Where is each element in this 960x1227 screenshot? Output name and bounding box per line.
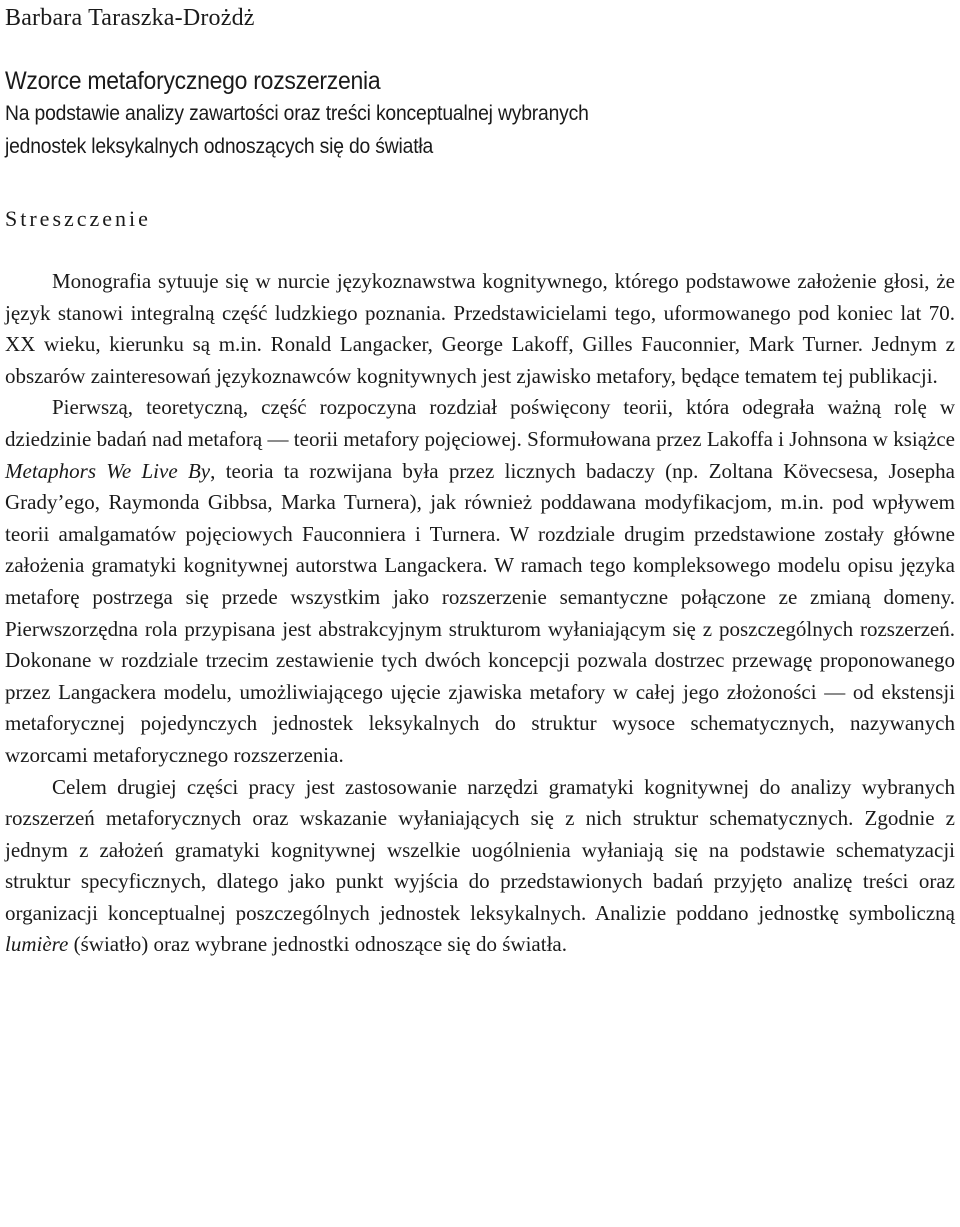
abstract-body [5,266,955,961]
book-title: Wzorce metaforycznego rozszerzenia [5,67,381,95]
section-heading: Streszczenie [5,206,151,231]
paragraph-2-text-before: Pierwszą, teoretyczną, część rozpoczyna rozdział poświęcony teorii, która odegrała ważną rolę w dziedzinie badań nad metaforą — teorii metafory pojęciowej. Sformułowana przez Lakoffa i Johnsona w książce [5,395,955,451]
term-italic: lumière [5,932,69,957]
paragraph-1 [5,266,955,392]
book-reference-italic: Metaphors We Live By [5,458,211,483]
paragraph-3-text-before: Celem drugiej części pracy jest zastosowanie narzędzi gramatyki kognitywnej do analizy wybranych rozszerzeń metaforycznych oraz wskazanie wyłaniających się z nich struktur schematycznych. Zgodnie z jednym z założeń gramatyki kognitywnej wszelkie uogólnienia wyłaniają się na podstawie schematyzacji struktur specyficznych, dlatego jako punkt wyjścia do przedstawionych badań przyjęto analizę treści oraz organizacji konceptualnej poszczególnych jednostek leksykalnych. Analizie poddano jednostkę symboliczną [5,774,955,925]
document-page [5,0,955,961]
book-subtitle: Na podstawie analizy zawartości oraz treści konceptualnej wybranych jednostek leksykalnych odnoszących się do światła [5,102,589,158]
author-name: Barbara Taraszka-Drożdż [5,5,255,31]
paragraph-2 [5,392,955,771]
paragraph-2-text-after: , teoria ta rozwijana była przez licznych badaczy (np. Zoltana Kövecsesa, Josepha Grady’ego, Raymonda Gibbsa, Marka Turnera), jak również poddawana modyfikacjom, m.in. pod wpływem teorii amalgamatów pojęciowych Fauconniera i Turnera. W rozdziale drugim przedstawione zostały główne założenia gramatyki kognitywnej autorstwa Langackera. W ramach tego kompleksowego modelu opisu języka metaforę postrzega się przede wszystkim jako rozszerzenie semantyczne połączone ze zmianą domeny. Pierwszorzędna rola przypisana jest abstrakcyjnym strukturom wyłaniającym się z poszczególnych rozszerzeń. Dokonane w rozdziale trzecim zestawienie tych dwóch koncepcji pozwala dostrzec przewagę proponowanego przez Langackera modelu, umożliwiającego ujęcie zjawiska metafory w całej jego złożoności — od ekstensji metaforycznej pojedynczych jednostek leksykalnych do struktur wysoce schematycznych, nazywanych wzorcami metaforycznego rozszerzenia. [5,458,955,767]
paragraph-3-text-after: (światło) oraz wybrane jednostki odnoszące się do światła. [68,932,567,957]
paragraph-1-text: Monografia sytuuje się w nurcie językoznawstwa kognitywnego, którego podstawowe założenie głosi, że język stanowi integralną część ludzkiego poznania. Przedstawicielami tego, uformowanego pod koniec lat 70. XX wieku, kierunku są m.in. Ronald Langacker, George Lakoff, Gilles Fauconnier, Mark Turner. Jednym z obszarów zainteresowań językoznawców kognitywnych jest zjawisko metafory, będące tematem tej publikacji. [5,269,955,388]
paragraph-3 [5,772,955,962]
